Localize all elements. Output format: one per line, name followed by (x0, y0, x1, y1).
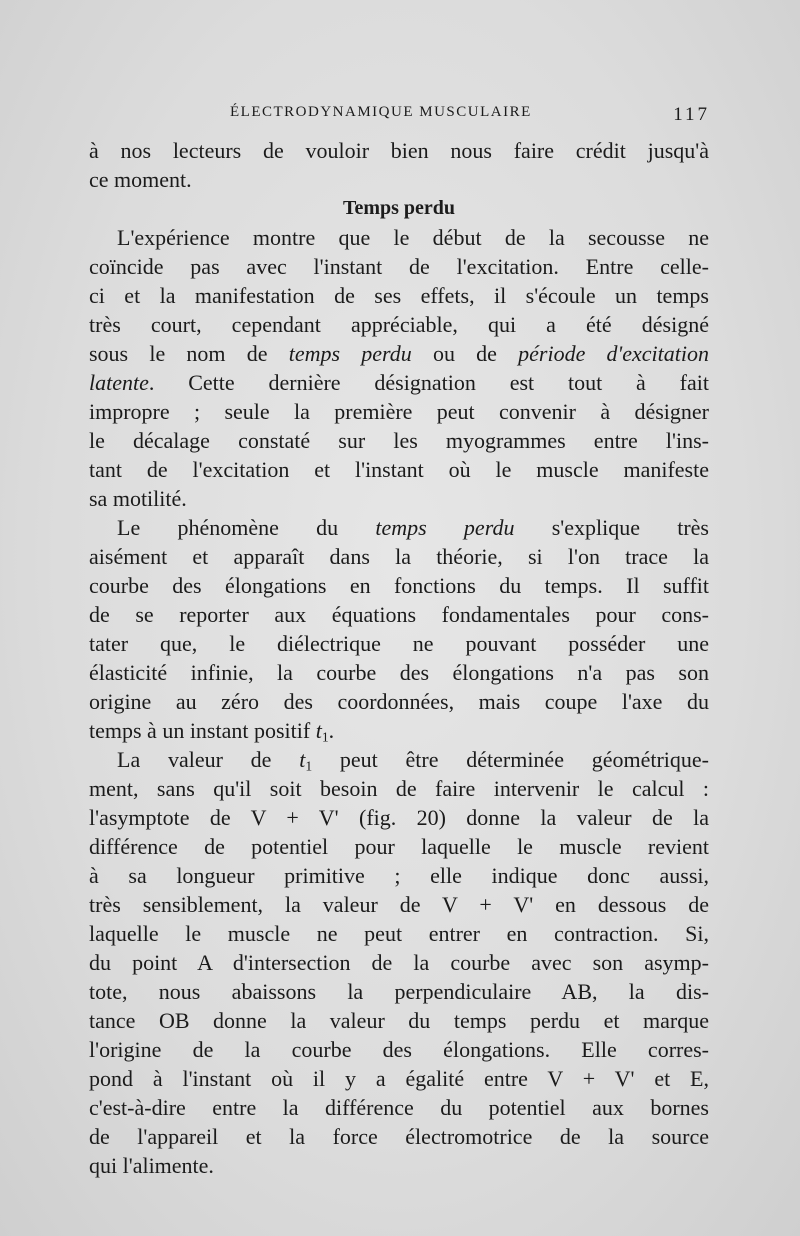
text-line: à nos lecteurs de vouloir bien nous faire crédit jusqu'à (89, 138, 709, 163)
text-line: élasticité infinie, la courbe des élongations n'a pas son (89, 660, 709, 685)
text-line: l'asymptote de V + V' (fig. 20) donne la valeur de la (89, 805, 709, 830)
text-line: tater que, le diélectrique ne pouvant posséder une (89, 631, 709, 656)
text-line: origine au zéro des coordonnées, mais coupe l'axe du (89, 689, 709, 714)
italic-term: période d'excitation (518, 341, 709, 366)
text-line: courbe des élongations en fonctions du temps. Il suffit (89, 573, 709, 598)
text-run: peut être déterminée géométrique- (312, 747, 709, 772)
text-line: coïncide pas avec l'instant de l'excitation. Entre celle- (89, 254, 709, 279)
text-line: sa motilité. (89, 486, 187, 511)
text-line: très sensiblement, la valeur de V + V' en dessous de (89, 892, 709, 917)
text-run: temps à un instant positif (89, 718, 316, 743)
text-line: tance OB donne la valeur du temps perdu et marque (89, 1008, 709, 1033)
running-title: ÉLECTRODYNAMIQUE MUSCULAIRE (230, 104, 532, 120)
italic-term: temps perdu (288, 341, 412, 366)
italic-term: latente (89, 370, 149, 395)
text-line: qui l'alimente. (89, 1153, 214, 1178)
italic-term: temps perdu (375, 515, 515, 540)
body-text (89, 136, 709, 1180)
text-line: de se reporter aux équations fondamentales pour cons- (89, 602, 709, 627)
text-run: La valeur de (117, 747, 300, 772)
text-run: . Cette dernière désignation est tout à fait (148, 370, 709, 395)
text-line: ce moment. (89, 167, 192, 192)
text-line (89, 716, 709, 745)
text-run: s'explique très (514, 515, 709, 540)
text-line (89, 745, 709, 774)
text-line: différence de potentiel pour laquelle le muscle revient (89, 834, 709, 859)
subscript: 1 (305, 758, 313, 774)
text-line: L'expérience montre que le début de la secousse ne (117, 225, 709, 250)
text-run: Le phénomène du (117, 515, 376, 540)
text-run: . (328, 718, 335, 743)
text-line: tant de l'excitation et l'instant où le muscle manifeste (89, 457, 709, 482)
page-number: 117 (673, 104, 710, 125)
math-variable: t (315, 718, 322, 743)
text-run: ou de (411, 341, 519, 366)
subscript: 1 (321, 729, 329, 745)
text-line: impropre ; seule la première peut convenir à désigner (89, 399, 709, 424)
text-run: sous le nom de (89, 341, 289, 366)
text-line: c'est-à-dire entre la différence du potentiel aux bornes (89, 1095, 709, 1120)
text-line (89, 339, 709, 368)
text-line: laquelle le muscle ne peut entrer en contraction. Si, (89, 921, 709, 946)
text-line: à sa longueur primitive ; elle indique donc aussi, (89, 863, 709, 888)
text-line (89, 368, 709, 397)
text-line: pond à l'instant où il y a égalité entre V + V' et E, (89, 1066, 709, 1091)
text-line: l'origine de la courbe des élongations. Elle corres- (89, 1037, 709, 1062)
math-variable: t (299, 747, 306, 772)
section-heading: Temps perdu (342, 197, 456, 219)
text-line: tote, nous abaissons la perpendiculaire AB, la dis- (89, 979, 709, 1004)
text-line: du point A d'intersection de la courbe avec son asymp- (89, 950, 709, 975)
text-line: le décalage constaté sur les myogrammes entre l'ins- (89, 428, 709, 453)
text-line: ment, sans qu'il soit besoin de faire intervenir le calcul : (89, 776, 709, 801)
text-line: très court, cependant appréciable, qui a été désigné (89, 312, 709, 337)
text-line: aisément et apparaît dans la théorie, si l'on trace la (89, 544, 709, 569)
text-line: de l'appareil et la force électromotrice de la source (89, 1124, 709, 1149)
text-line (89, 513, 709, 542)
running-head (88, 104, 710, 128)
text-line: ci et la manifestation de ses effets, il s'écoule un temps (89, 283, 709, 308)
